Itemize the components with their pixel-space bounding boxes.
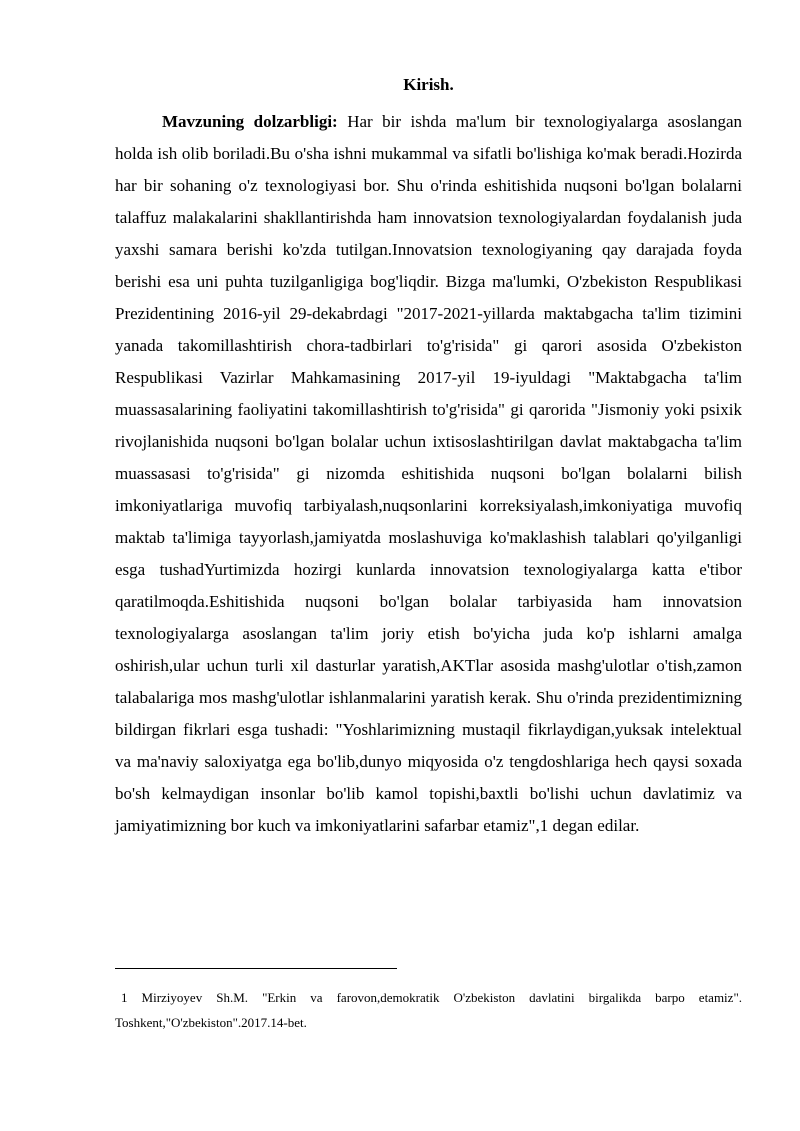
paragraph-text: Har bir ishda ma'lum bir texnologiyalarga asoslangan holda ish olib boriladi.Bu o'sha ishni mukammal va sifatli bo'lishiga ko'mak beradi.Hozirda har bir sohaning o'z texnologiyasi bor. Shu o'rinda eshitishida nuqsoni bo'lgan bolalarni talaffuz malakalarini shakllantirishda ham innovatsion texnologiyalardan foydalanish juda yaxshi samara berishi ko'zda tutilgan.Innovatsion texnologiyaning qay darajada foyda berishi esa uni puhta tuzilganligiga bog'liqdir. Bizga ma'lumki, O'zbekiston Respublikasi Prezidentining 2016-yil 29-dekabrdagi "2017-2021-yillarda maktabgacha ta'lim tizimini yanada takomillashtirish chora-tadbirlari to'g'risida" gi qarori asosida O'zbekiston Respublikasi Vazirlar Mahkamasining 2017-yil 19-iyuldagi "Maktabgacha ta'lim muassasalarining faoliyatini takomillashtirish to'g'risida" gi qarorida "Jismoniy yoki psixik rivojlanishida nuqsoni bo'lgan bolalar uchun ixtisoslashtirilgan davlat maktabgacha ta'lim muassasasi to'g'risida" gi nizomda eshitishida nuqsoni bo'lgan bolalarni bilish imkoniyatlariga muvofiq tarbiyalash,nuqsonlarini korreksiyalash,imkoniyatiga muvofiq maktab ta'limiga tayyorlash,jamiyatda moslashuviga ko'maklashish talablari qo'yilganligi esga tushadYurtimizda hozirgi kunlarda innovatsion texnologiyalarga katta e'tibor qaratilmoqda.Eshitishida nuqsoni bo'lgan bolalar tarbiyasida ham innovatsion texnologiyalarga asoslangan ta'lim joriy etish bo'yicha juda ko'p ishlarni amalga oshirish,ular uchun turli xil dasturlar yaratish,AKTlar asosida mashg'ulotlar o'tish,zamon talabalariga mos mashg'ulotlar ishlanmalarini yaratish kerak. Shu o'rinda prezidentimizning bildirgan fikrlari esga tushadi: "Yoshlarimizning mustaqil fikrlaydigan,yuksak intelektual va ma'naviy saloxiyatga ega bo'lib,dunyo miqyosida o'z tengdoshlariga hech qaysi soxada bo'sh kelmaydigan insonlar bo'lib kamol topishi,baxtli bo'lishi uchun davlatimiz va jamiyatimizning bor kuch va imkoniyatlarini safarbar etamiz",1 degan edilar. [115, 112, 743, 835]
document-title: Kirish. [403, 75, 454, 94]
paragraph-lead: Mavzuning dolzarbligi: [162, 112, 338, 131]
footnote-separator [115, 968, 397, 969]
footnote: 1 Mirziyoyev Sh.M. "Erkin va farovon,demokratik O'zbekiston davlatini birgalikda barpo etamiz". Toshkent,"O'zbekiston".2017.14-bet. [115, 990, 742, 1030]
document-page [115, 74, 742, 842]
body-paragraph [115, 106, 742, 842]
